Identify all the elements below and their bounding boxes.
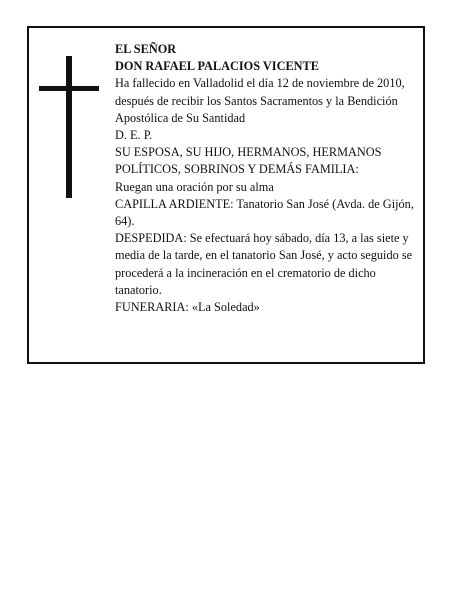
- farewell-info: DESPEDIDA: Se efectuará hoy sábado, día 13, a las siete y media de la tarde, en el tanatorio San José, y acto seguido se procederá a la incineración en el crematorio de dicho tanatorio.: [115, 231, 413, 297]
- prayer-request: Ruegan una oración por su alma: [115, 179, 274, 194]
- funeral-home: FUNERARIA: «La Soledad»: [115, 300, 260, 315]
- notice-text: [115, 41, 415, 316]
- death-announcement: Ha fallecido en Valladolid el día 12 de noviembre de 2010, después de recibir los Santos Sacramentos y la Bendición Apostólica de Su Santidad: [115, 76, 405, 125]
- title-line-1: EL SEÑOR: [115, 42, 177, 56]
- deceased-name: DON RAFAEL PALACIOS VICENTE: [115, 59, 319, 74]
- cross-vertical-bar: [66, 56, 72, 198]
- family-line: SU ESPOSA, SU HIJO, HERMANOS, HERMANOS POLÍTICOS, SOBRINOS Y DEMÁS FAMILIA:: [115, 145, 382, 177]
- cross-icon: [39, 56, 99, 198]
- cross-horizontal-bar: [39, 86, 99, 91]
- chapel-info: CAPILLA ARDIENTE: Tanatorio San José (Avda. de Gijón, 64).: [115, 196, 414, 229]
- dep-line: D. E. P.: [115, 128, 153, 143]
- obituary-notice: [27, 26, 425, 364]
